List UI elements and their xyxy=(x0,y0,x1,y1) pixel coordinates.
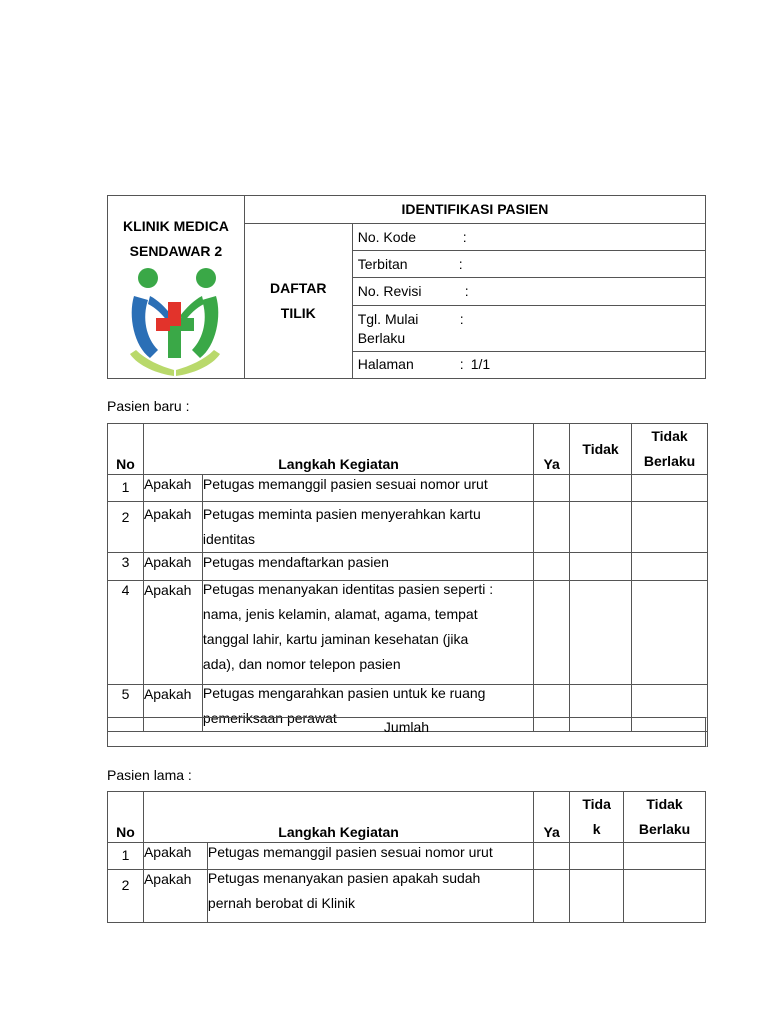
field-separator: : xyxy=(464,283,469,299)
total-label: Jumlah xyxy=(383,719,430,735)
field-separator: : xyxy=(459,356,464,372)
field-tgl-mulai xyxy=(352,306,705,352)
row-text-line: Petugas menanyakan pasien apakah sudah xyxy=(207,870,481,886)
field-label: Tgl. Mulai xyxy=(357,311,419,327)
checkbox-tidak[interactable] xyxy=(570,843,624,870)
col-header-tidak: Tidak xyxy=(570,424,632,475)
row-prefix: Apakah xyxy=(143,685,202,732)
col-header-ya: Ya xyxy=(534,792,570,843)
field-halaman xyxy=(352,352,705,379)
checkbox-ya[interactable] xyxy=(534,502,570,553)
field-no-revisi xyxy=(352,278,705,306)
field-label: No. Kode xyxy=(357,229,417,245)
checkbox-tidak[interactable] xyxy=(570,870,624,923)
col-header-tidak-berlaku-line2: Berlaku xyxy=(638,821,691,837)
col-header-tidak-line2: k xyxy=(592,821,601,837)
document-title: IDENTIFIKASI PASIEN xyxy=(244,196,705,224)
document-type-cell xyxy=(244,224,352,379)
row-number: 1 xyxy=(108,843,144,870)
row-number: 1 xyxy=(108,475,144,502)
col-header-tidak-line1: Tida xyxy=(582,796,611,812)
col-header-no: No xyxy=(108,792,144,843)
checklist-table-old xyxy=(107,791,706,923)
total-row xyxy=(107,717,708,747)
col-header-tidak xyxy=(570,792,624,843)
field-value: 1/1 xyxy=(470,356,491,372)
field-label: No. Revisi xyxy=(357,283,422,299)
document-type-line2: TILIK xyxy=(280,305,316,321)
field-label-continued: Berlaku xyxy=(357,330,406,346)
row-text-line: pernah berobat di Klinik xyxy=(207,895,356,911)
field-separator: : xyxy=(458,256,463,272)
checkbox-tidak-berlaku[interactable] xyxy=(624,870,706,923)
field-label: Halaman xyxy=(357,356,414,372)
row-number: 2 xyxy=(108,870,144,923)
row-text-line: tanggal lahir, kartu jaminan kesehatan (jika xyxy=(202,631,469,647)
col-header-no: No xyxy=(108,424,144,475)
checkbox-ya[interactable] xyxy=(534,581,570,685)
checkbox-tidak-berlaku[interactable] xyxy=(624,843,706,870)
col-header-tidak-berlaku-line1: Tidak xyxy=(651,428,688,444)
table-header-row xyxy=(108,792,706,843)
checkbox-ya[interactable] xyxy=(534,475,570,502)
row-prefix: Apakah xyxy=(143,502,202,553)
col-header-langkah: Langkah Kegiatan xyxy=(143,792,533,843)
checkbox-tidak-berlaku[interactable] xyxy=(632,581,708,685)
checkbox-tidak-berlaku[interactable] xyxy=(632,502,708,553)
row-text-line: ada), dan nomor telepon pasien xyxy=(202,656,401,672)
row-text-line: Petugas mengarahkan pasien untuk ke ruang xyxy=(202,685,486,701)
row-number: 2 xyxy=(108,502,144,553)
table-row xyxy=(108,475,708,502)
row-text xyxy=(207,870,533,923)
col-header-langkah: Langkah Kegiatan xyxy=(143,424,533,475)
row-text xyxy=(202,581,533,685)
clinic-name-line2: SENDAWAR 2 xyxy=(129,243,223,259)
row-prefix: Apakah xyxy=(143,475,202,502)
row-text-line: Petugas memanggil pasien sesuai nomor urut xyxy=(202,476,488,492)
row-prefix: Apakah xyxy=(143,581,202,685)
row-text-line: nama, jenis kelamin, alamat, agama, tempat xyxy=(202,606,478,622)
checkbox-tidak[interactable] xyxy=(570,553,632,581)
field-no-kode xyxy=(352,224,705,251)
row-text-line: Petugas mendaftarkan pasien xyxy=(202,554,389,570)
row-text xyxy=(202,475,533,502)
section-title-old: Pasien lama : xyxy=(107,767,192,783)
table-row xyxy=(108,870,706,923)
row-number: 4 xyxy=(108,581,144,685)
field-separator: : xyxy=(459,311,464,327)
clinic-name-line1: KLINIK MEDICA xyxy=(123,218,229,234)
col-header-tidak-berlaku xyxy=(632,424,708,475)
checkbox-ya[interactable] xyxy=(534,843,570,870)
col-header-tidak-berlaku-line2: Berlaku xyxy=(643,453,696,469)
checklist-table-new xyxy=(107,423,708,732)
col-header-ya: Ya xyxy=(534,424,570,475)
checkbox-ya[interactable] xyxy=(534,553,570,581)
row-prefix: Apakah xyxy=(143,553,202,581)
table-row xyxy=(108,502,708,553)
row-text-line: pemeriksaan perawat xyxy=(202,710,337,726)
checkbox-tidak[interactable] xyxy=(570,475,632,502)
checkbox-tidak-berlaku[interactable] xyxy=(632,475,708,502)
col-header-tidak-berlaku-line1: Tidak xyxy=(646,796,683,812)
row-text-line: Petugas menanyakan identitas pasien seperti : xyxy=(202,581,494,597)
checkbox-tidak[interactable] xyxy=(570,502,632,553)
row-text-line: identitas xyxy=(202,531,256,547)
section-title-new: Pasien baru : xyxy=(107,398,190,414)
row-prefix: Apakah xyxy=(143,843,207,870)
row-text-line: Petugas memanggil pasien sesuai nomor urut xyxy=(207,844,493,860)
col-header-tidak-berlaku xyxy=(624,792,706,843)
field-label: Terbitan xyxy=(357,256,408,272)
row-text-line: Petugas meminta pasien menyerahkan kartu xyxy=(202,506,481,522)
row-number: 5 xyxy=(108,685,144,732)
field-terbitan xyxy=(352,251,705,278)
field-separator: : xyxy=(462,229,467,245)
row-number: 3 xyxy=(108,553,144,581)
table-header-row xyxy=(108,424,708,475)
row-text xyxy=(202,502,533,553)
checkbox-tidak-berlaku[interactable] xyxy=(632,553,708,581)
clinic-logo xyxy=(128,266,222,378)
document-type-line1: DAFTAR xyxy=(270,280,327,296)
checkbox-ya[interactable] xyxy=(534,870,570,923)
table-row xyxy=(108,581,708,685)
checkbox-tidak[interactable] xyxy=(570,581,632,685)
row-prefix: Apakah xyxy=(143,870,207,923)
